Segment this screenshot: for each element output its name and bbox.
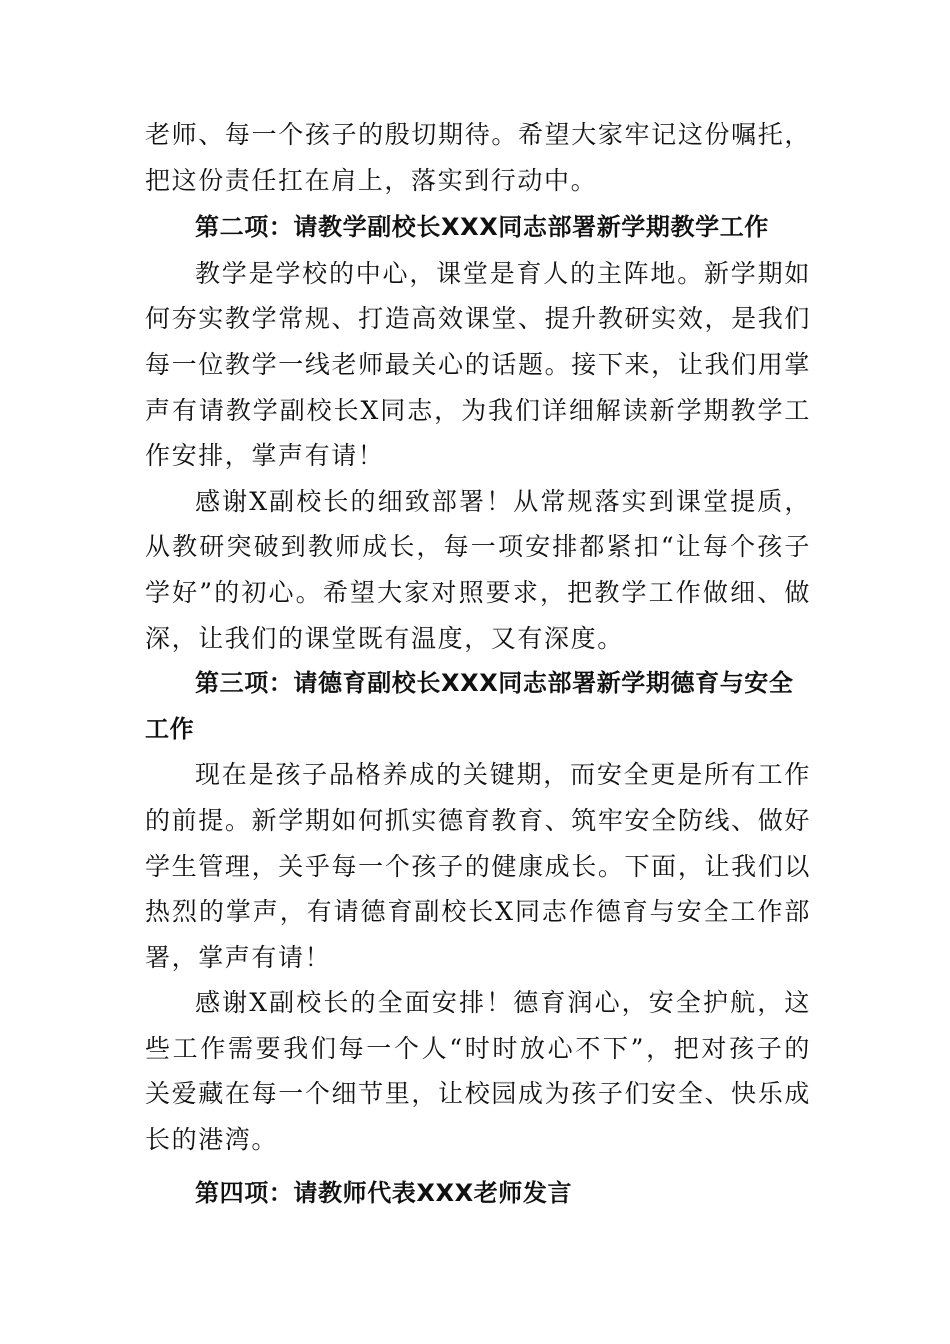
- paragraph-continuation: 老师、每一个孩子的殷切期待。希望大家牢记这份嘱托，把这份责任扛在肩上，落实到行动中。: [145, 120, 811, 195]
- paragraph-moral-thanks: 感谢X副校长的全面安排！德育润心，安全护航，这些工作需要我们每一个人“时时放心不下”，把对孩子的关爱藏在每一个细节里，让校园成为孩子们安全、快乐成长的港湾。: [145, 988, 811, 1155]
- section-heading-item-2: 第二项：请教学副校长XXX同志部署新学期教学工作: [195, 213, 769, 242]
- paragraph-teaching-intro: 教学是学校的中心，课堂是育人的主阵地。新学期如何夯实教学常规、打造高效课堂、提升教研实效，是我们每一位教学一线老师最关心的话题。接下来，让我们用掌声有请教学副校长X同志，为我们详细解读新学期教学工作安排，掌声有请！: [145, 258, 811, 471]
- paragraph-teaching-thanks: 感谢X副校长的细致部署！从常规落实到课堂提质，从教研突破到教师成长，每一项安排都紧扣“让每个孩子学好”的初心。希望大家对照要求，把教学工作做细、做深，让我们的课堂既有温度，又有深度。: [145, 486, 811, 653]
- paragraph-moral-intro: 现在是孩子品格养成的关键期，而安全更是所有工作的前提。新学期如何抓实德育教育、筑牢安全防线、做好学生管理，关乎每一个孩子的健康成长。下面，让我们以热烈的掌声，有请德育副校长X同志作德育与安全工作部署，掌声有请！: [145, 760, 811, 972]
- section-heading-item-3: 第三项：请德育副校长XXX同志部署新学期德育与安全工作: [145, 669, 794, 743]
- document-page: [145, 112, 811, 1216]
- section-heading-item-4: 第四项：请教师代表XXX老师发言: [195, 1178, 573, 1207]
